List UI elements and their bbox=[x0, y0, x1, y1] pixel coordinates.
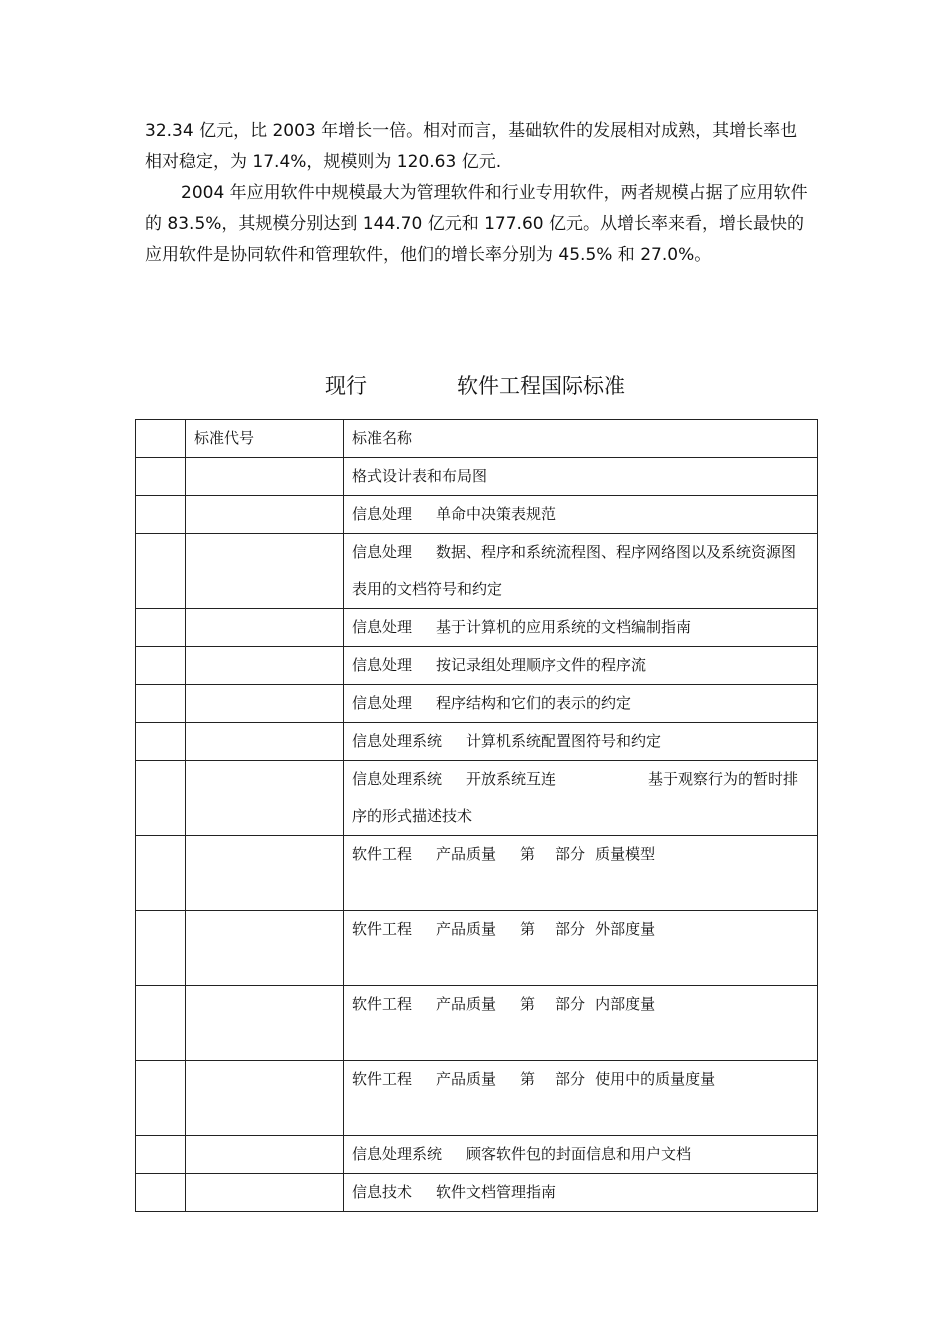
name-text: 软件工程 bbox=[352, 920, 413, 938]
index-cell bbox=[136, 986, 186, 1061]
index-cell bbox=[136, 761, 186, 836]
name-text: 产品质量 bbox=[436, 1070, 497, 1088]
table-row bbox=[136, 496, 818, 534]
code-cell bbox=[186, 609, 344, 647]
code-cell bbox=[186, 1174, 344, 1212]
table-row bbox=[136, 836, 818, 911]
name-text: 开放系统互连 bbox=[466, 770, 557, 788]
code-cell bbox=[186, 458, 344, 496]
header-cell-index bbox=[136, 420, 186, 458]
name-cell bbox=[344, 458, 818, 496]
name-text: 第 bbox=[520, 845, 536, 863]
name-cell bbox=[344, 986, 818, 1061]
name-text: 部分 bbox=[555, 995, 586, 1013]
index-cell bbox=[136, 836, 186, 911]
name-text: 数据、程序和系统流程图、程序网络图以及系统资源图表用的文档符号和约定 bbox=[352, 543, 797, 598]
paragraph-2: 2004 年应用软件中规模最大为管理软件和行业专用软件，两者规模占据了应用软件的 83.5%，其规模分别达到 144.70 亿元和 177.60 亿元。从增长率来看，增长最快的应用软件是协同软件和管理软件，他们的增长率分别为 45.5% 和 27.0%。 bbox=[145, 183, 808, 265]
table-title bbox=[0, 370, 950, 400]
name-cell bbox=[344, 911, 818, 986]
name-text: 产品质量 bbox=[436, 995, 497, 1013]
table-row bbox=[136, 685, 818, 723]
name-cell bbox=[344, 534, 818, 609]
name-text: 软件工程 bbox=[352, 995, 413, 1013]
index-cell bbox=[136, 1061, 186, 1136]
table-row bbox=[136, 609, 818, 647]
name-text: 信息技术 bbox=[352, 1183, 413, 1201]
code-cell bbox=[186, 986, 344, 1061]
code-cell bbox=[186, 534, 344, 609]
table-row bbox=[136, 723, 818, 761]
name-text: 部分 bbox=[555, 845, 586, 863]
code-cell bbox=[186, 761, 344, 836]
name-text: 产品质量 bbox=[436, 920, 497, 938]
name-cell bbox=[344, 1061, 818, 1136]
name-cell bbox=[344, 836, 818, 911]
name-text: 信息处理 bbox=[352, 618, 413, 636]
name-text: 基于计算机的应用系统的文档编制指南 bbox=[436, 618, 692, 636]
name-text: 第 bbox=[520, 920, 536, 938]
name-text: 信息处理系统 bbox=[352, 770, 443, 788]
code-cell bbox=[186, 911, 344, 986]
table-row bbox=[136, 458, 818, 496]
index-cell bbox=[136, 534, 186, 609]
code-cell bbox=[186, 647, 344, 685]
table-row bbox=[136, 647, 818, 685]
name-text: 部分 bbox=[555, 920, 586, 938]
index-cell bbox=[136, 458, 186, 496]
index-cell bbox=[136, 1136, 186, 1174]
name-text: 内部度量 bbox=[595, 995, 656, 1013]
name-text: 按记录组处理顺序文件的程序流 bbox=[436, 656, 647, 674]
code-cell bbox=[186, 836, 344, 911]
table-row bbox=[136, 534, 818, 609]
table-row bbox=[136, 911, 818, 986]
index-cell bbox=[136, 647, 186, 685]
name-cell bbox=[344, 609, 818, 647]
name-text: 信息处理 bbox=[352, 543, 413, 561]
name-text: 软件工程 bbox=[352, 845, 413, 863]
table-title-left: 现行 bbox=[325, 374, 367, 398]
table-row bbox=[136, 761, 818, 836]
table-row bbox=[136, 1061, 818, 1136]
table-header-row bbox=[136, 420, 818, 458]
name-text: 软件文档管理指南 bbox=[436, 1183, 557, 1201]
name-cell bbox=[344, 723, 818, 761]
name-text: 第 bbox=[520, 995, 536, 1013]
name-text: 信息处理 bbox=[352, 694, 413, 712]
index-cell bbox=[136, 723, 186, 761]
header-cell-name: 标准名称 bbox=[344, 420, 818, 458]
name-text: 质量模型 bbox=[595, 845, 656, 863]
standards-table bbox=[135, 419, 818, 1212]
code-cell bbox=[186, 1061, 344, 1136]
name-cell bbox=[344, 496, 818, 534]
index-cell bbox=[136, 911, 186, 986]
name-cell bbox=[344, 1136, 818, 1174]
name-cell bbox=[344, 761, 818, 836]
index-cell bbox=[136, 609, 186, 647]
name-text: 外部度量 bbox=[595, 920, 656, 938]
name-text: 使用中的质量度量 bbox=[595, 1070, 716, 1088]
table-title-right: 软件工程国际标准 bbox=[457, 374, 625, 398]
name-text: 计算机系统配置图符号和约定 bbox=[466, 732, 662, 750]
name-text: 第 bbox=[520, 1070, 536, 1088]
name-text: 产品质量 bbox=[436, 845, 497, 863]
name-text: 信息处理系统 bbox=[352, 732, 443, 750]
code-cell bbox=[186, 496, 344, 534]
name-text: 信息处理系统 bbox=[352, 1145, 443, 1163]
name-text: 信息处理 bbox=[352, 505, 413, 523]
header-cell-code: 标准代号 bbox=[186, 420, 344, 458]
index-cell bbox=[136, 685, 186, 723]
code-cell bbox=[186, 1136, 344, 1174]
name-cell bbox=[344, 647, 818, 685]
name-text: 顾客软件包的封面信息和用户文档 bbox=[466, 1145, 692, 1163]
index-cell bbox=[136, 1174, 186, 1212]
name-text: 信息处理 bbox=[352, 656, 413, 674]
name-cell bbox=[344, 1174, 818, 1212]
paragraph-1: 32.34 亿元，比 2003 年增长一倍。相对而言，基础软件的发展相对成熟，其增长率也相对稳定，为 17.4%，规模则为 120.63 亿元. bbox=[145, 121, 798, 172]
name-text: 单命中决策表规范 bbox=[436, 505, 557, 523]
code-cell bbox=[186, 723, 344, 761]
code-cell bbox=[186, 685, 344, 723]
table-row bbox=[136, 1136, 818, 1174]
table-row bbox=[136, 1174, 818, 1212]
name-text: 部分 bbox=[555, 1070, 586, 1088]
table-row bbox=[136, 986, 818, 1061]
name-text: 程序结构和它们的表示的约定 bbox=[436, 694, 632, 712]
name-text: 软件工程 bbox=[352, 1070, 413, 1088]
name-text: 基于观察行为的暂时排序的形式描述技术 bbox=[352, 770, 799, 825]
name-text: 格式设计表和布局图 bbox=[352, 467, 488, 485]
index-cell bbox=[136, 496, 186, 534]
name-cell bbox=[344, 685, 818, 723]
